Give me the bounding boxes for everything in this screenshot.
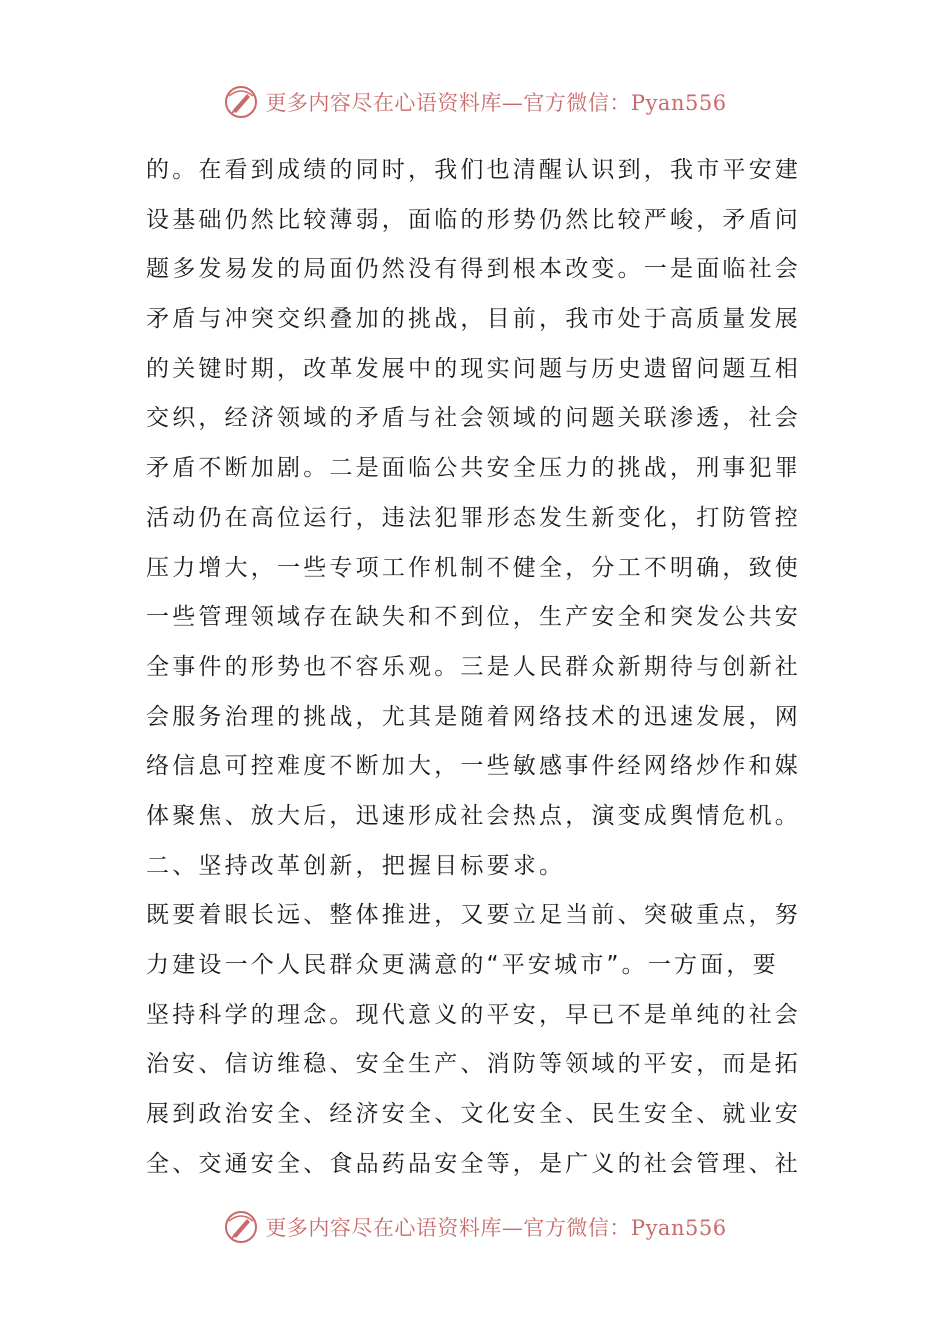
body-line: 体聚焦、放大后，迅速形成社会热点，演变成舆情危机。 xyxy=(146,802,801,829)
body-line: 一些管理领域存在缺失和不到位，生产安全和突发公共安 xyxy=(146,604,801,631)
body-line: 交织，经济领域的矛盾与社会领域的问题关联渗透，社会 xyxy=(146,405,801,432)
header-banner xyxy=(0,82,950,122)
pen-logo-icon xyxy=(223,1209,259,1245)
footer-banner-text: 更多内容尽在心语资料库—官方微信：Pyan556 xyxy=(265,1216,727,1240)
section-heading: 二、坚持改革创新，把握目标要求。 xyxy=(146,852,566,879)
body-line: 的关键时期，改革发展中的现实问题与历史遗留问题互相 xyxy=(146,355,801,382)
body-line: 会服务治理的挑战，尤其是随着网络技术的迅速发展，网 xyxy=(146,703,801,730)
body-line: 力建设一个人民群众更满意的“平安城市”。一方面，要 xyxy=(146,952,779,978)
body-line: 既要着眼长远、整体推进，又要立足当前、突破重点，努 xyxy=(146,902,801,929)
document-body xyxy=(146,146,808,1189)
body-line: 的。在看到成绩的同时，我们也清醒认识到，我市平安建 xyxy=(146,157,801,183)
header-banner-text: 更多内容尽在心语资料库—官方微信：Pyan556 xyxy=(265,91,727,115)
body-line: 络信息可控难度不断加大，一些敏感事件经网络炒作和媒 xyxy=(146,753,801,780)
footer-banner xyxy=(0,1207,950,1247)
body-line: 全事件的形势也不容乐观。三是人民群众新期待与创新社 xyxy=(146,653,801,680)
body-line: 题多发易发的局面仍然没有得到根本改变。一是面临社会 xyxy=(146,256,801,283)
body-line: 压力增大，一些专项工作机制不健全，分工不明确，致使 xyxy=(146,554,801,581)
body-line: 矛盾与冲突交织叠加的挑战，目前，我市处于高质量发展 xyxy=(146,306,801,333)
body-line: 治安、信访维稳、安全生产、消防等领域的平安，而是拓 xyxy=(146,1051,801,1078)
body-line: 坚持科学的理念。现代意义的平安，早已不是单纯的社会 xyxy=(146,1001,801,1028)
body-line: 设基础仍然比较薄弱，面临的形势仍然比较严峻，矛盾问 xyxy=(146,206,801,233)
body-line: 活动仍在高位运行，违法犯罪形态发生新变化，打防管控 xyxy=(146,504,801,531)
body-line: 展到政治安全、经济安全、文化安全、民生安全、就业安 xyxy=(146,1101,801,1128)
body-line: 全、交通安全、食品药品安全等，是广义的社会管理、社 xyxy=(146,1150,801,1177)
body-line: 矛盾不断加剧。二是面临公共安全压力的挑战，刑事犯罪 xyxy=(146,455,801,482)
pen-logo-icon xyxy=(223,84,259,120)
